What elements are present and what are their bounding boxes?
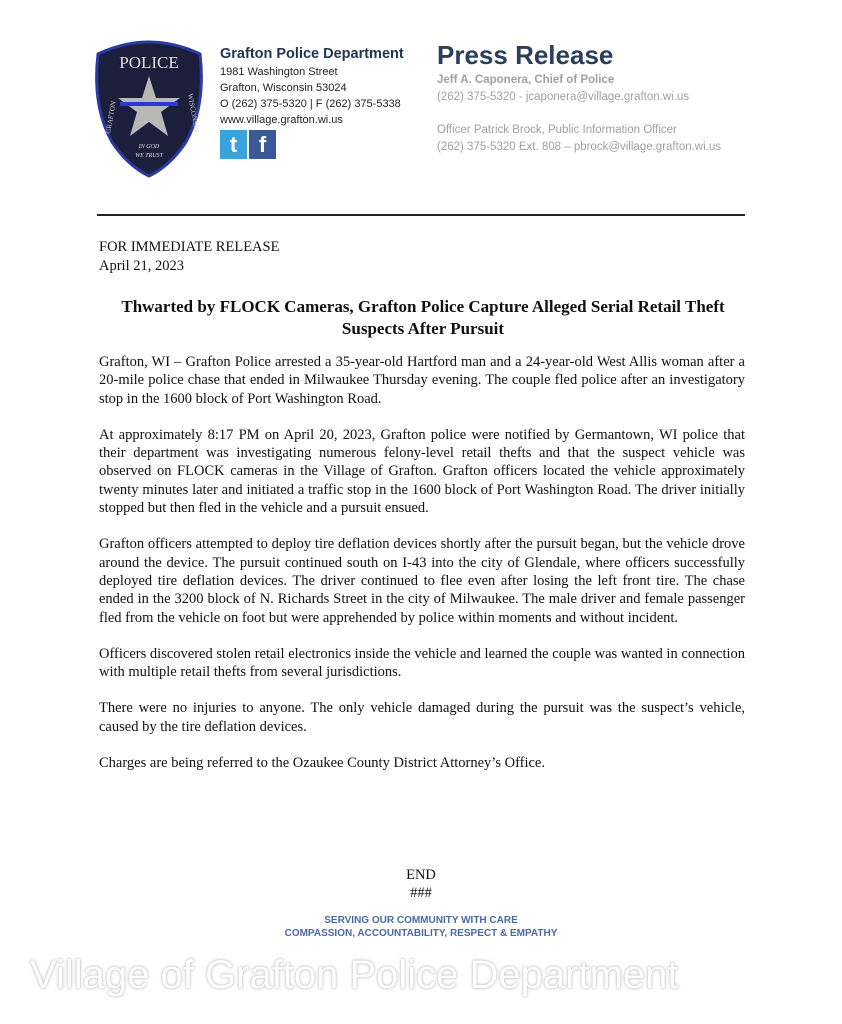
press-release-title: Press Release: [437, 40, 614, 70]
footer-motto: [0, 914, 842, 940]
paragraph: Officers discovered stolen retail electronics inside the vehicle and learned the couple was wanted in connection with multiple retail thefts from several jurisdictions.: [99, 645, 745, 681]
badge-right-text: WISCONSIN: [186, 92, 201, 133]
address-city: Grafton, Wisconsin 53024: [220, 82, 347, 94]
department-info: [220, 44, 404, 159]
end-marks: ###: [410, 885, 432, 901]
website-link[interactable]: www.village.grafton.wi.us: [220, 114, 343, 126]
chief-name: Jeff A. Caponera, Chief of Police: [437, 74, 615, 86]
department-name: Grafton Police Department: [220, 46, 404, 62]
motto-line-2: COMPASSION, ACCOUNTABILITY, RESPECT & EMPATHY: [284, 928, 558, 939]
paragraph: There were no injuries to anyone. The only vehicle damaged during the pursuit was the suspect’s vehicle, caused by the tire deflation devices.: [99, 700, 745, 735]
headline: Thwarted by FLOCK Cameras, Grafton Police Capture Alleged Serial Retail Theft Suspects After Pursuit: [121, 297, 725, 338]
chief-contact: (262) 375-5320 - jcaponera@village.grafton.wi.us: [437, 91, 690, 103]
twitter-icon[interactable]: t: [220, 130, 247, 159]
badge-left-text: GRAFTON: [104, 100, 118, 135]
police-badge-logo: [90, 36, 208, 178]
end-label: END: [406, 867, 436, 883]
motto-line-1: SERVING OUR COMMUNITY WITH CARE: [324, 915, 518, 926]
facebook-icon[interactable]: f: [249, 130, 276, 159]
phone-fax: O (262) 375-5320 | F (262) 375-5338: [220, 98, 401, 110]
paragraph: At approximately 8:17 PM on April 20, 2023, Grafton police were notified by Germantown, WI police that their department was investigating numerous felony-level retail thefts and that the suspect vehicle was observed on FLOCK cameras in the Village of Grafton. Grafton officers located the vehicle approximately twenty minutes later and initiated a traffic stop in the 1600 block of Port Washington Road. The driver initially stopped but then fled in the vehicle and a pursuit ensued.: [99, 426, 745, 517]
release-date: April 21, 2023: [99, 258, 184, 274]
pio-name: Officer Patrick Brock, Public Information Officer: [437, 124, 677, 136]
press-contacts: [437, 38, 721, 156]
article-body: [99, 353, 745, 790]
paragraph: Charges are being referred to the Ozaukee County District Attorney’s Office.: [99, 755, 545, 772]
release-label: FOR IMMEDIATE RELEASE: [99, 239, 280, 255]
release-meta: [99, 238, 279, 276]
paragraph: Grafton officers attempted to deploy tire deflation devices shortly after the pursuit began, but the vehicle drove around the device. The pursuit continued south on I-43 into the city of Glendale, where officers successfully deployed tire deflation devices. The driver continued to flee even after losing the left front tire. The chase ended in the 3200 block of N. Richards Street in the city of Milwaukee. The male driver and female passenger fled from the vehicle on foot but were apprehended by police within moments and without incident.: [99, 536, 745, 626]
paragraph: Grafton, WI – Grafton Police arrested a 35-year-old Hartford man and a 24-year-old West Allis woman after a 20-mile police chase that ended in Milwaukee Thursday evening. The couple fled police after an investigatory stop in the 1600 block of Port Washington Road.: [99, 354, 745, 407]
pio-contact: (262) 375-5320 Ext. 808 – pbrock@village.grafton.wi.us: [437, 141, 722, 153]
address-street: 1981 Washington Street: [220, 66, 338, 78]
header-divider: [97, 214, 745, 216]
badge-top-text: POLICE: [119, 53, 179, 72]
watermark: Village of Grafton Police Department: [30, 953, 679, 997]
badge-motto-1: IN GOD: [138, 144, 160, 150]
end-marker: [0, 866, 842, 902]
badge-motto-2: WE TRUST: [135, 153, 163, 159]
